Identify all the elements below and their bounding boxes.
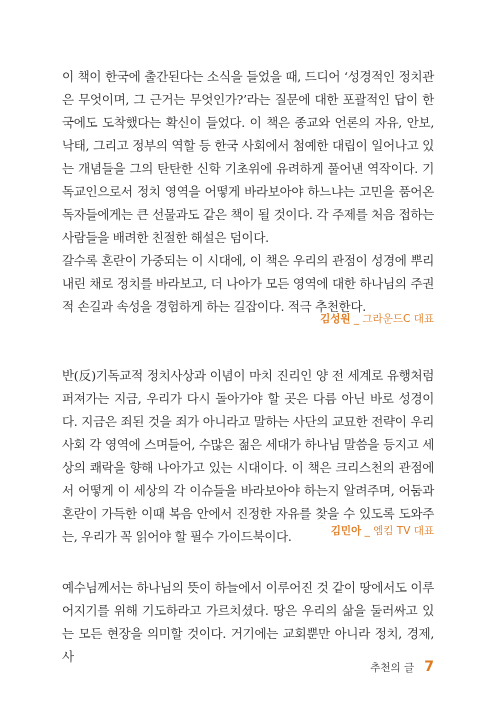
page-number: 7 xyxy=(424,659,434,675)
endorser-name: 김성원 xyxy=(320,313,351,325)
endorsement-paragraph-2: 반(反)기독교적 정치사상과 이념이 마치 진리인 양 전 세계로 유행처럼 퍼져가는 지금, 우리가 다시 돌아가야 할 곳은 다름 아닌 바로 성경이다. 지금은 죄된 것을 죄가 아니라고 말하는 사단의 교묘한 전략이 우리 사회 각 영역에 스며들어, 수많은 젊은 세대가 하나님 말씀을 등지고 세상의 쾌락을 향해 나아가고 있는 시대이다. 이 책은 크리스천의 관점에서 어떻게 이 세상의 각 이슈들을 바라보아야 하는지 알려주며, 어둠과 혼란이 가득한 이때 복음 안에서 진정한 자유를 찾을 수 있도록 도와주는, 우리가 꼭 읽어야 할 필수 가이드북이다. xyxy=(62,368,434,544)
endorsement-signature-2 xyxy=(331,523,434,538)
endorsement-paragraph-1: 이 책이 한국에 출간된다는 소식을 들었을 때, 드디어 ‘성경적인 정치관은 무엇이며, 그 근거는 무엇인가?’라는 질문에 대한 포괄적인 답이 한국에도 도착했다는 확신이 들었다. 이 책은 종교와 언론의 자유, 안보, 낙태, 그리고 정부의 역할 등 한국 사회에서 첨예한 대립이 일어나고 있는 개념들을 그의 탄탄한 신학 기초위에 유려하게 풀어낸 역작이다. 기독교인으로서 정치 영역을 어떻게 바라보아야 하느냐는 고민을 품어온 독자들에게는 큰 선물과도 같은 책이 될 것이다. 각 주제를 처음 접하는 사람들을 배려한 친절한 해설은 덤이다. 갈수록 혼란이 가중되는 이 시대에, 이 책은 우리의 관점이 성경에 뿌리내린 채로 정치를 바라보고, 더 나아가 모든 영역에 대한 하나님의 주권적 손길과 속성을 경험하게 하는 길잡이다. 적극 추천한다. xyxy=(62,69,434,314)
endorsement-paragraph-3: 예수님께서는 하나님의 뜻이 하늘에서 이루어진 것 같이 땅에서도 이루어지기를 위해 기도하라고 가르치셨다. 땅은 우리의 삶을 둘러싸고 있는 모든 현장을 의미할 것이다. 거기에는 교회뿐만 아니라 정치, 경제, 사 xyxy=(62,580,434,664)
endorser-role: _ 엠킴 TV 대표 xyxy=(364,525,434,537)
page-footer xyxy=(370,656,434,675)
endorser-name: 김민아 xyxy=(330,525,362,537)
section-label: 추천의 글 xyxy=(370,662,415,674)
endorser-role: _ 그라운드C 대표 xyxy=(353,313,434,325)
endorsement-signature-1 xyxy=(320,311,434,326)
